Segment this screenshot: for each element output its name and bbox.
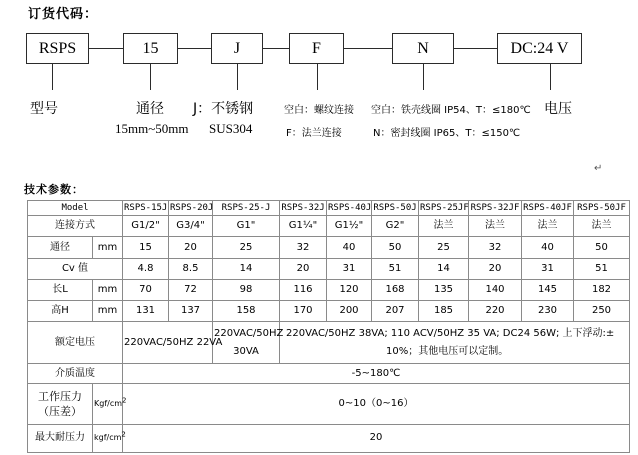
model-cell: RSPS-20J (169, 201, 213, 216)
table-cell: 8.5 (169, 258, 213, 279)
bore-range: 15mm~50mm (115, 121, 189, 136)
medium-temp-value: -5~180℃ (123, 363, 630, 383)
table-cell: 158 (213, 301, 280, 322)
work-pressure-value: 0~10（0~16） (123, 384, 630, 424)
table-row (28, 279, 630, 300)
table-cell: G1¼" (280, 216, 327, 237)
work-pressure-label-line2: （压差） (38, 404, 82, 418)
row-label: Cv 值 (28, 258, 123, 279)
table-cell: 230 (522, 301, 574, 322)
max-pressure-row (28, 424, 630, 452)
table-row (28, 216, 630, 237)
max-pressure-unit (93, 424, 126, 452)
code-leader-line (52, 64, 53, 90)
max-pressure-unit-text: kgf/cm (94, 433, 122, 443)
code-leader-line (150, 64, 151, 90)
model-cell: RSPS-32J (280, 201, 327, 216)
code-box-bore: 15 (123, 33, 178, 64)
table-row (28, 258, 630, 279)
table-cell: 法兰 (419, 216, 469, 237)
table-cell: 14 (213, 258, 280, 279)
table-cell: 131 (123, 301, 169, 322)
code-box-material: J (211, 33, 263, 64)
spec-title: 技术参数： (24, 183, 84, 196)
table-cell: 170 (280, 301, 327, 322)
table-header-row (28, 201, 630, 216)
coil-n-label: N：密封线圈 IP65、T：≤150℃ (373, 128, 521, 139)
unit-superscript: 2 (121, 430, 126, 439)
table-cell: 40 (522, 237, 574, 258)
row-label: 连接方式 (28, 216, 123, 237)
voltage-row (28, 322, 630, 363)
table-cell: 32 (280, 237, 327, 258)
voltage-label: 电压 (544, 101, 572, 117)
row-unit: mm (93, 301, 123, 322)
table-cell: 168 (372, 279, 419, 300)
table-cell: 72 (169, 279, 213, 300)
code-connector (89, 48, 123, 49)
table-cell: 120 (327, 279, 372, 300)
table-cell: 200 (327, 301, 372, 322)
table-row (28, 301, 630, 322)
table-cell: 182 (574, 279, 630, 300)
table-cell: 98 (213, 279, 280, 300)
table-cell: G1/2" (123, 216, 169, 237)
voltage-value-c (280, 322, 630, 363)
coil-blank-label: 空白：铁壳线圈 IP54、T：≤180℃ (371, 105, 531, 116)
code-connector (454, 48, 497, 49)
unit-superscript: 2 (122, 396, 127, 405)
model-cell: RSPS-40J (327, 201, 372, 216)
voltage-value-b-line1: 220VAC/50HZ (214, 327, 284, 339)
code-leader-line (317, 64, 318, 90)
table-cell: 25 (213, 237, 280, 258)
row-label: 高H (28, 301, 93, 322)
row-unit: mm (93, 279, 123, 300)
table-cell: 31 (327, 258, 372, 279)
voltage-value-b (213, 322, 284, 363)
model-label: 型号 (30, 101, 58, 117)
table-cell: 20 (280, 258, 327, 279)
row-unit: mm (93, 237, 123, 258)
bore-label: 通径 (136, 101, 164, 117)
row-label: 通径 (28, 237, 93, 258)
table-cell: G3/4" (169, 216, 213, 237)
table-cell: 法兰 (469, 216, 522, 237)
table-cell: G1½" (327, 216, 372, 237)
code-connector (263, 48, 289, 49)
code-box-connection: F (289, 33, 344, 64)
conn-flange-label: F：法兰连接 (286, 128, 342, 139)
table-cell: G2" (372, 216, 419, 237)
work-pressure-label-line1: 工作压力 (38, 389, 82, 403)
max-pressure-value: 20 (123, 424, 630, 452)
max-pressure-label: 最大耐压力 (28, 424, 93, 452)
voltage-row-label: 额定电压 (28, 322, 123, 363)
table-cell: 250 (574, 301, 630, 322)
table-cell: 14 (419, 258, 469, 279)
code-leader-line (423, 64, 424, 90)
table-cell: 25 (419, 237, 469, 258)
code-leader-line (550, 64, 551, 90)
table-cell: 116 (280, 279, 327, 300)
table-row (28, 237, 630, 258)
table-cell: 51 (372, 258, 419, 279)
voltage-value-a: 220VAC/50HZ 22VA (123, 322, 213, 363)
voltage-value-c-line1: 220VAC/50HZ 38VA; 110 ACV/50HZ 35 VA; DC24 56W; 上下浮动:± (286, 327, 615, 339)
material-j-label: J：不锈钢 (193, 101, 254, 117)
table-cell: 40 (327, 237, 372, 258)
table-cell: 140 (469, 279, 522, 300)
model-cell: RSPS-15J (123, 201, 169, 216)
code-box-model: RSPS (26, 33, 89, 64)
table-cell: 185 (419, 301, 469, 322)
order-code-title: 订货代码： (28, 7, 99, 22)
model-cell: RSPS-50J (372, 201, 419, 216)
work-pressure-label (28, 384, 93, 424)
voltage-value-b-line2: 30VA (233, 345, 259, 357)
model-cell: RSPS-40JF (522, 201, 574, 216)
table-cell: 220 (469, 301, 522, 322)
table-cell: 137 (169, 301, 213, 322)
table-cell: 4.8 (123, 258, 169, 279)
table-cell: 法兰 (522, 216, 574, 237)
voltage-value-c-line2: 10%；其他电压可以定制。 (386, 345, 509, 357)
material-sus-label: SUS304 (209, 121, 253, 136)
model-header-cell: Model (28, 201, 123, 216)
table-cell: 145 (522, 279, 574, 300)
medium-temp-label: 介质温度 (28, 363, 123, 383)
work-pressure-unit (93, 384, 127, 424)
conn-thread-label: 空白：螺纹连接 (284, 105, 354, 116)
code-connector (178, 48, 211, 49)
table-cell: 31 (522, 258, 574, 279)
table-cell: 135 (419, 279, 469, 300)
table-cell: 20 (169, 237, 213, 258)
row-label: 长L (28, 279, 93, 300)
model-cell: RSPS-25JF (419, 201, 469, 216)
work-pressure-unit-text: Kgf/cm (94, 398, 123, 408)
spec-table (27, 200, 630, 453)
medium-temp-row (28, 363, 630, 383)
model-cell: RSPS-50JF (574, 201, 630, 216)
model-cell: RSPS-32JF (469, 201, 522, 216)
return-mark: ↵ (594, 163, 603, 174)
table-cell: 32 (469, 237, 522, 258)
table-cell: 50 (574, 237, 630, 258)
work-pressure-row (28, 384, 630, 424)
code-box-voltage: DC:24 V (497, 33, 582, 64)
code-leader-line (237, 64, 238, 90)
table-cell: G1" (213, 216, 280, 237)
table-cell: 51 (574, 258, 630, 279)
code-box-coil: N (392, 33, 454, 64)
table-cell: 20 (469, 258, 522, 279)
code-connector (344, 48, 392, 49)
table-cell: 15 (123, 237, 169, 258)
table-cell: 70 (123, 279, 169, 300)
table-cell: 法兰 (574, 216, 630, 237)
model-cell: RSPS-25-J (213, 201, 280, 216)
table-cell: 207 (372, 301, 419, 322)
table-cell: 50 (372, 237, 419, 258)
